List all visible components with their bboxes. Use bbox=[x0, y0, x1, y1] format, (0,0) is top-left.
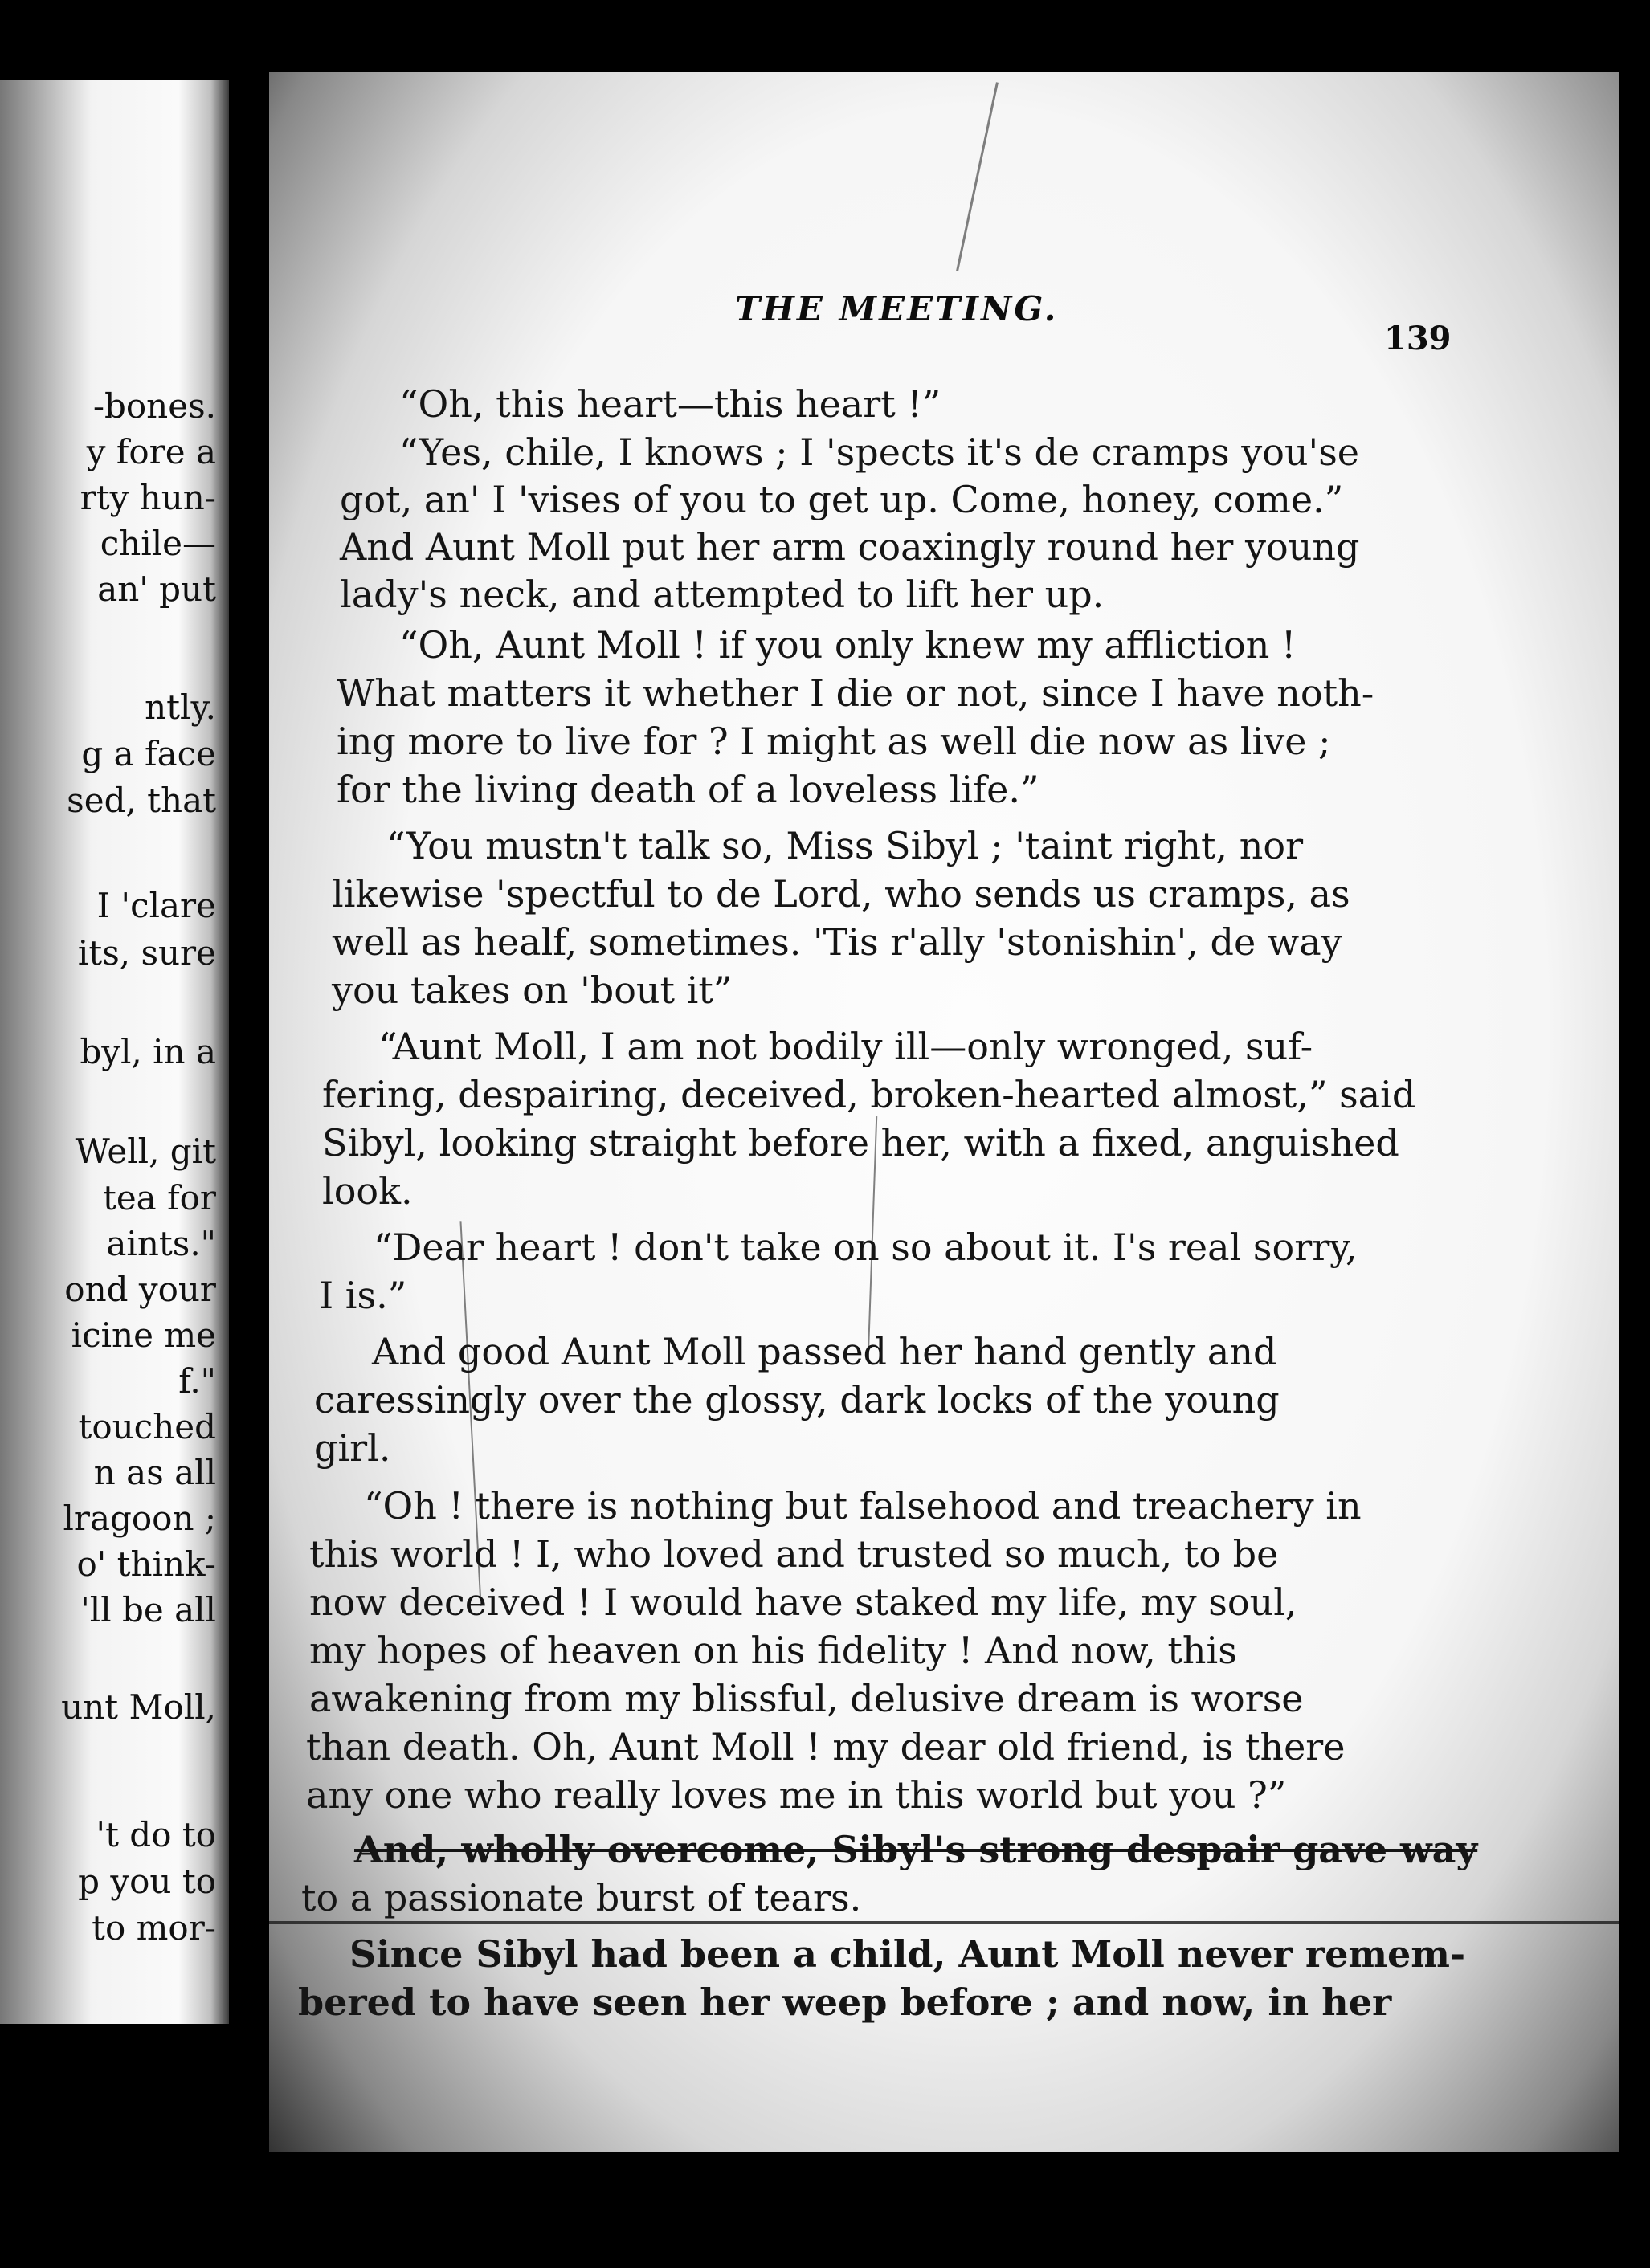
left-page-line: icine me bbox=[71, 1316, 216, 1355]
text-line: ing more to live for ? I might as well die now as live ; bbox=[337, 720, 1331, 763]
left-page-line: an' put bbox=[97, 569, 216, 609]
text-line: got, an' I 'vises of you to get up. Come, honey, come.” bbox=[340, 478, 1344, 521]
text-line: What matters it whether I die or not, since I have noth- bbox=[337, 671, 1374, 715]
left-page-line: tea for bbox=[102, 1178, 216, 1218]
text-line: awakening from my blissful, delusive dream is worse bbox=[309, 1677, 1304, 1720]
left-page-line: g a face bbox=[81, 734, 216, 773]
left-page-line: touched bbox=[78, 1407, 216, 1446]
left-page-line: Well, git bbox=[75, 1132, 216, 1171]
text-line: “Dear heart ! don't take on so about it. I's real sorry, bbox=[374, 1226, 1358, 1269]
text-line: to a passionate burst of tears. bbox=[301, 1876, 862, 1919]
running-head: THE MEETING. bbox=[735, 289, 1059, 328]
text-line: Since Sibyl had been a child, Aunt Moll never remem- bbox=[349, 1932, 1466, 1976]
left-page-line: f." bbox=[178, 1361, 216, 1401]
text-line: girl. bbox=[314, 1426, 391, 1470]
left-page-line: 'll be all bbox=[80, 1590, 216, 1630]
left-page-line: I 'clare bbox=[96, 886, 216, 925]
left-page-line: p you to bbox=[78, 1862, 216, 1901]
left-page-line: o' think- bbox=[76, 1544, 216, 1584]
left-page-line: to mor- bbox=[92, 1908, 216, 1948]
text-line: caressingly over the glossy, dark locks of the young bbox=[314, 1378, 1280, 1422]
left-page-line: ond your bbox=[64, 1270, 216, 1309]
text-line: bered to have seen her weep before ; and now, in her bbox=[298, 1980, 1392, 2024]
left-page-line: aints." bbox=[106, 1224, 216, 1263]
text-line: “Oh, this heart—this heart !” bbox=[399, 382, 941, 426]
text-line: my hopes of heaven on his fidelity ! And now, this bbox=[309, 1629, 1237, 1672]
left-page-line: n as all bbox=[93, 1453, 216, 1492]
left-page-line: rty hun- bbox=[80, 478, 216, 517]
text-line: And Aunt Moll put her arm coaxingly round her young bbox=[340, 525, 1360, 569]
left-page-line: byl, in a bbox=[80, 1032, 216, 1071]
text-line: look. bbox=[322, 1169, 413, 1213]
text-line: for the living death of a loveless life.” bbox=[337, 768, 1039, 811]
text-line: “Oh, Aunt Moll ! if you only knew my affliction ! bbox=[399, 623, 1297, 667]
left-page-line: unt Moll, bbox=[61, 1687, 216, 1727]
text-line: Sibyl, looking straight before her, with a fixed, anguished bbox=[322, 1121, 1399, 1165]
text-line: “Yes, chile, I knows ; I 'spects it's de cramps you'se bbox=[399, 430, 1360, 474]
right-page bbox=[269, 72, 1619, 2152]
text-line: And good Aunt Moll passed her hand gently and bbox=[372, 1330, 1277, 1373]
text-line: “Aunt Moll, I am not bodily ill—only wronged, suf- bbox=[378, 1025, 1313, 1068]
text-line: now deceived ! I would have staked my life, my soul, bbox=[309, 1581, 1297, 1624]
text-line: fering, despairing, deceived, broken-hearted almost,” said bbox=[322, 1073, 1416, 1116]
left-page-line: chile— bbox=[100, 524, 216, 563]
text-line: this world ! I, who loved and trusted so much, to be bbox=[309, 1532, 1279, 1576]
left-page-line: sed, that bbox=[67, 781, 216, 820]
text-line-struck: And, wholly overcome, Sibyl's strong despair gave way bbox=[354, 1828, 1478, 1871]
text-line: “You mustn't talk so, Miss Sibyl ; 'taint right, nor bbox=[386, 824, 1304, 867]
text-line: well as healf, sometimes. 'Tis r'ally 'stonishin', de way bbox=[332, 920, 1342, 964]
left-page-line: ntly. bbox=[145, 687, 216, 727]
left-page-line: -bones. bbox=[92, 386, 216, 426]
text-line: lady's neck, and attempted to lift her up. bbox=[340, 573, 1105, 616]
left-page-line: lragoon ; bbox=[63, 1499, 216, 1538]
left-page-line: y fore a bbox=[86, 432, 216, 471]
page-number: 139 bbox=[1384, 320, 1452, 357]
text-line: you takes on 'bout it” bbox=[332, 969, 733, 1012]
scratch-mark bbox=[956, 82, 999, 271]
text-line: than death. Oh, Aunt Moll ! my dear old friend, is there bbox=[306, 1725, 1346, 1768]
text-line: any one who really loves me in this world but you ?” bbox=[306, 1773, 1287, 1817]
text-line: “Oh ! there is nothing but falsehood and treachery in bbox=[364, 1484, 1362, 1528]
text-line: likewise 'spectful to de Lord, who sends us cramps, as bbox=[332, 872, 1350, 916]
text-line: I is.” bbox=[319, 1274, 407, 1317]
book-gutter bbox=[229, 0, 269, 2268]
scanner-rule-line bbox=[269, 1921, 1619, 1924]
left-page-line: its, sure bbox=[77, 933, 216, 973]
left-page-fragment bbox=[0, 80, 229, 2024]
left-page-line: 't do to bbox=[96, 1815, 216, 1854]
